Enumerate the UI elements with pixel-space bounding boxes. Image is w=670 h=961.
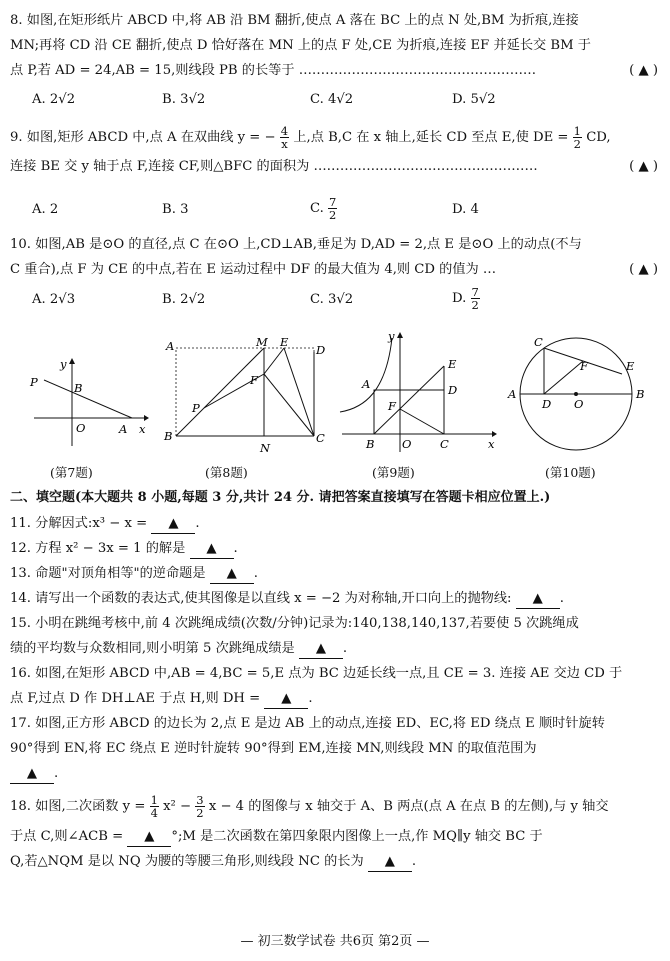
question-17 [10,711,658,786]
q8-line-3 [10,58,658,83]
q15-line-2-text: 绩的平均数与众数相同,则小明第 5 次跳绳成绩是 [10,641,295,656]
fig9-label-e: E [448,357,457,371]
q18-angle-blank[interactable]: ▲ [127,828,171,847]
q17-line-1: 17. 如图,正方形 ABCD 的边长为 2,点 E 是边 AB 上的动点,连接 ED、EC,将 ED 绕点 E 顺时针旋转 [10,716,605,731]
q9-frac1-num: 4 [280,124,289,138]
q13-text: 13. 命题"对顶角相等"的逆命题是 [10,566,206,581]
question-11 [10,511,658,536]
q17-line-2: 90°得到 EN,将 EC 绕点 E 逆时针旋转 90°得到 EM,连接 MN,则线段 MN 的取值范围为 [10,741,537,756]
q9-line-2-text: 连接 BE 交 y 轴于点 F,连接 CF,则△BFC 的面积为 …………………………………………… [10,159,538,174]
fig10-line-df [544,361,583,394]
q10-optd-den: 2 [471,298,479,312]
q15-answer-blank[interactable]: ▲ [299,640,343,659]
q12-text: 12. 方程 x² − 3x = 1 的解是 [10,541,186,556]
figure-7 [28,352,150,462]
q9-line-1-b: 上,点 B,C 在 x 轴上,延长 CD 至点 E,使 DE = [293,130,569,145]
question-9 [10,122,658,179]
q10-optd-num: 7 [471,285,479,299]
fig8-label-n: N [260,441,271,455]
fig10-label-b: B [636,387,645,401]
q8-option-a[interactable]: A. 2√2 [32,92,76,107]
fig8-line-fc [264,374,314,436]
fig7-line-pa [44,380,132,418]
fig7-y-arrow [69,358,75,364]
q10-line-2 [10,257,658,282]
q9-frac2-num: 1 [573,124,581,138]
q10-option-d-fraction [471,286,480,311]
fig9-label-a: A [362,377,371,391]
q9-fraction-1-over-2 [573,125,582,150]
q18-line-3-text: Q,若△NQM 是以 NQ 为腰的等腰三角形,则线段 NC 的长为 [10,854,364,869]
q13-answer-blank[interactable]: ▲ [210,565,254,584]
fig8-label-b: B [164,429,173,443]
q9-option-a[interactable]: A. 2 [32,202,59,217]
fig8-line-ef [264,348,284,374]
fig9-label-f: F [388,399,396,413]
q9-option-c-fraction [328,196,337,221]
q18-line-1-b: x² − [163,799,192,814]
q8-line-1: 8. 如图,在矩形纸片 ABCD 中,将 AB 沿 BM 翻折,使点 A 落在 BC 上的点 N 处,BM 为折痕,连接 [10,13,579,28]
fig8-label-c: C [316,431,325,445]
fig8-label-e: E [280,335,289,349]
fig10-label-e: E [626,359,635,373]
q9-option-d[interactable]: D. 4 [452,202,479,217]
q9-frac2-den: 2 [573,137,581,151]
q18-f2-den: 2 [196,806,204,820]
q8-option-d[interactable]: D. 5√2 [452,92,496,107]
q10-line-1: 10. 如图,AB 是⊙O 的直径,点 C 在⊙O 上,CD⊥AB,垂足为 D,AD = 2,点 E 是⊙O 上的动点(不与 [10,237,582,252]
q16-line-2 [10,686,658,711]
fig8-dashed-rect [176,348,314,436]
question-16 [10,661,658,711]
q9-line-1-c: CD, [586,130,611,145]
q13-tail: . [253,566,258,581]
q14-answer-blank[interactable]: ▲ [516,590,560,609]
q16-line-1: 16. 如图,在矩形 ABCD 中,AB = 4,BC = 5,E 点为 BC 边延长线一点,且 CE = 3. 连接 AE 交边 CD 于 [10,666,623,681]
fig10-label-o: O [574,397,584,411]
q10-line-2-text: C 重合),点 F 为 CE 的中点,若在 E 运动过程中 DF 的最大值为 4,则 CD 的值为 … [10,262,497,277]
question-13 [10,561,658,586]
fig10-label-f: F [580,359,588,373]
question-8 [10,8,658,83]
fig9-label-x: x [488,437,495,451]
q18-f2-num: 3 [196,793,204,807]
figure-10 [504,330,650,458]
q10-option-d[interactable] [452,286,480,311]
q17-line-3 [10,761,658,786]
figures-row [0,330,670,480]
q10-options [32,286,632,318]
q11-answer-blank[interactable]: ▲ [151,515,195,534]
q18-tail: . [411,854,417,869]
figure-8 [160,330,332,458]
q14-text: 14. 请写出一个函数的表达式,使其图像是以直线 x = −2 为对称轴,开口向上的抛物线: [10,591,512,606]
question-14 [10,586,658,611]
fig9-label-b: B [366,437,375,451]
q8-option-c[interactable]: C. 4√2 [310,92,354,107]
q9-fraction-4-over-x [280,125,289,150]
fig9-label-c: C [440,437,449,451]
q11-tail: . [195,516,200,531]
section-2-header: 二、填空题(本大题共 8 小题,每题 3 分,共计 24 分. 请把答案直接填写在答题卡相应位置上.) [10,490,551,505]
figure-9-caption: (第9题) [372,465,415,480]
fig7-label-y: y [60,357,67,371]
q18-line-2-b: °;M 是二次函数在第四象限内图像上一点,作 MQ∥y 轴交 BC 于 [171,829,543,844]
fig9-label-d: D [448,383,458,397]
question-12 [10,536,658,561]
fig10-center-dot [574,392,578,396]
fig7-x-arrow [144,415,149,421]
q18-line-1-c: x − 4 的图像与 x 轴交于 A、B 两点(点 A 在点 B 的左侧),与 y 轴交 [208,799,609,814]
fig10-label-d: D [542,397,552,411]
q8-option-b[interactable]: B. 3√2 [162,92,206,107]
fig8-label-d: D [316,343,326,357]
fig8-label-f: F [250,373,258,387]
q12-answer-blank[interactable]: ▲ [190,540,234,559]
fig9-hyperbola [340,338,392,412]
fig9-line-cf [400,409,444,434]
q10-option-c[interactable]: C. 3√2 [310,292,354,307]
q18-line-3 [10,849,658,874]
page-footer: — 初三数学试卷 共6页 第2页 — [240,934,430,949]
q10-option-b[interactable]: B. 2√2 [162,292,206,307]
q8-line-2: MN;再将 CD 沿 CE 翻折,使点 D 恰好落在 MN 上的点 F 处,CE 为折痕,连接 EF 并延长交 BM 于 [10,38,591,53]
q18-f1-den: 4 [150,806,158,820]
q8-options [32,92,632,114]
q10-option-a[interactable]: A. 2√3 [32,292,76,307]
question-10 [10,232,658,282]
q17-tail: . [54,766,59,781]
q18-fraction-1-over-4 [150,794,159,819]
q16-line-2-text: 点 F,过点 D 作 DH⊥AE 于点 H,则 DH = [10,691,261,706]
q11-text: 11. 分解因式:x³ − x = [10,516,148,531]
q9-answer-mark: ( ▲ ) [629,159,658,174]
figure-9 [334,330,500,458]
q9-options [32,196,632,228]
fig7-label-o: O [76,421,86,435]
q9-option-c[interactable] [310,196,337,221]
fig9-rect-abcd [374,390,444,434]
q18-line-1-a: 18. 如图,二次函数 y = [10,799,146,814]
figure-10-caption: (第10题) [545,465,596,480]
q18-nc-blank[interactable]: ▲ [368,853,412,872]
q12-tail: . [233,541,238,556]
q9-option-b[interactable]: B. 3 [162,202,189,217]
fig9-y-arrow [397,332,403,338]
q9-line-1-a: 9. 如图,矩形 ABCD 中,点 A 在双曲线 y = − [10,130,276,145]
fig8-label-m: M [256,335,268,349]
q16-answer-blank[interactable]: ▲ [264,690,308,709]
figure-8-caption: (第8题) [205,465,248,480]
question-15 [10,611,658,661]
q14-tail: . [559,591,564,606]
fig8-line-ce [284,348,314,436]
q17-answer-blank[interactable]: ▲ [10,765,54,784]
q9-frac1-den: x [281,137,288,151]
fig9-label-o: O [402,437,412,451]
fig7-label-p: P [30,375,38,389]
q18-line-2 [10,824,658,849]
fig8-label-a: A [166,339,175,353]
q15-tail: . [342,641,348,656]
q9-option-c-label: C. [310,201,324,216]
question-18 [10,790,658,874]
q15-line-1: 15. 小明在跳绳考核中,前 4 次跳绳成绩(次数/分钟)记录为:140,138,140,137,若要使 5 次跳绳成 [10,616,579,631]
fig9-line-be [374,366,444,434]
fig7-label-b: B [74,381,83,395]
q10-option-d-label: D. [452,291,467,306]
fig7-label-x: x [139,422,146,436]
figure-7-caption: (第7题) [50,465,93,480]
q18-fraction-3-over-2 [195,794,204,819]
q15-line-2 [10,636,658,661]
q9-line-2 [10,154,658,179]
q8-line-3-text: 点 P,若 AD = 24,AB = 15,则线段 PB 的长等于 ……………………………………………… [10,63,537,78]
fig8-label-p: P [192,401,200,415]
q18-line-1 [10,790,658,824]
q16-tail: . [308,691,313,706]
fig9-label-y: y [388,330,395,343]
q9-optc-den: 2 [329,208,337,222]
q18-f1-num: 1 [150,793,158,807]
fig7-label-a: A [119,422,128,436]
fig10-label-a: A [508,387,517,401]
q9-line-1 [10,122,658,154]
fig10-label-c: C [534,335,543,349]
q10-answer-mark: ( ▲ ) [629,262,658,277]
fig8-line-bm [176,348,264,436]
q8-answer-mark: ( ▲ ) [629,63,658,78]
q9-optc-num: 7 [329,195,337,209]
q18-line-2-a: 于点 C,则∠ACB = [10,829,124,844]
